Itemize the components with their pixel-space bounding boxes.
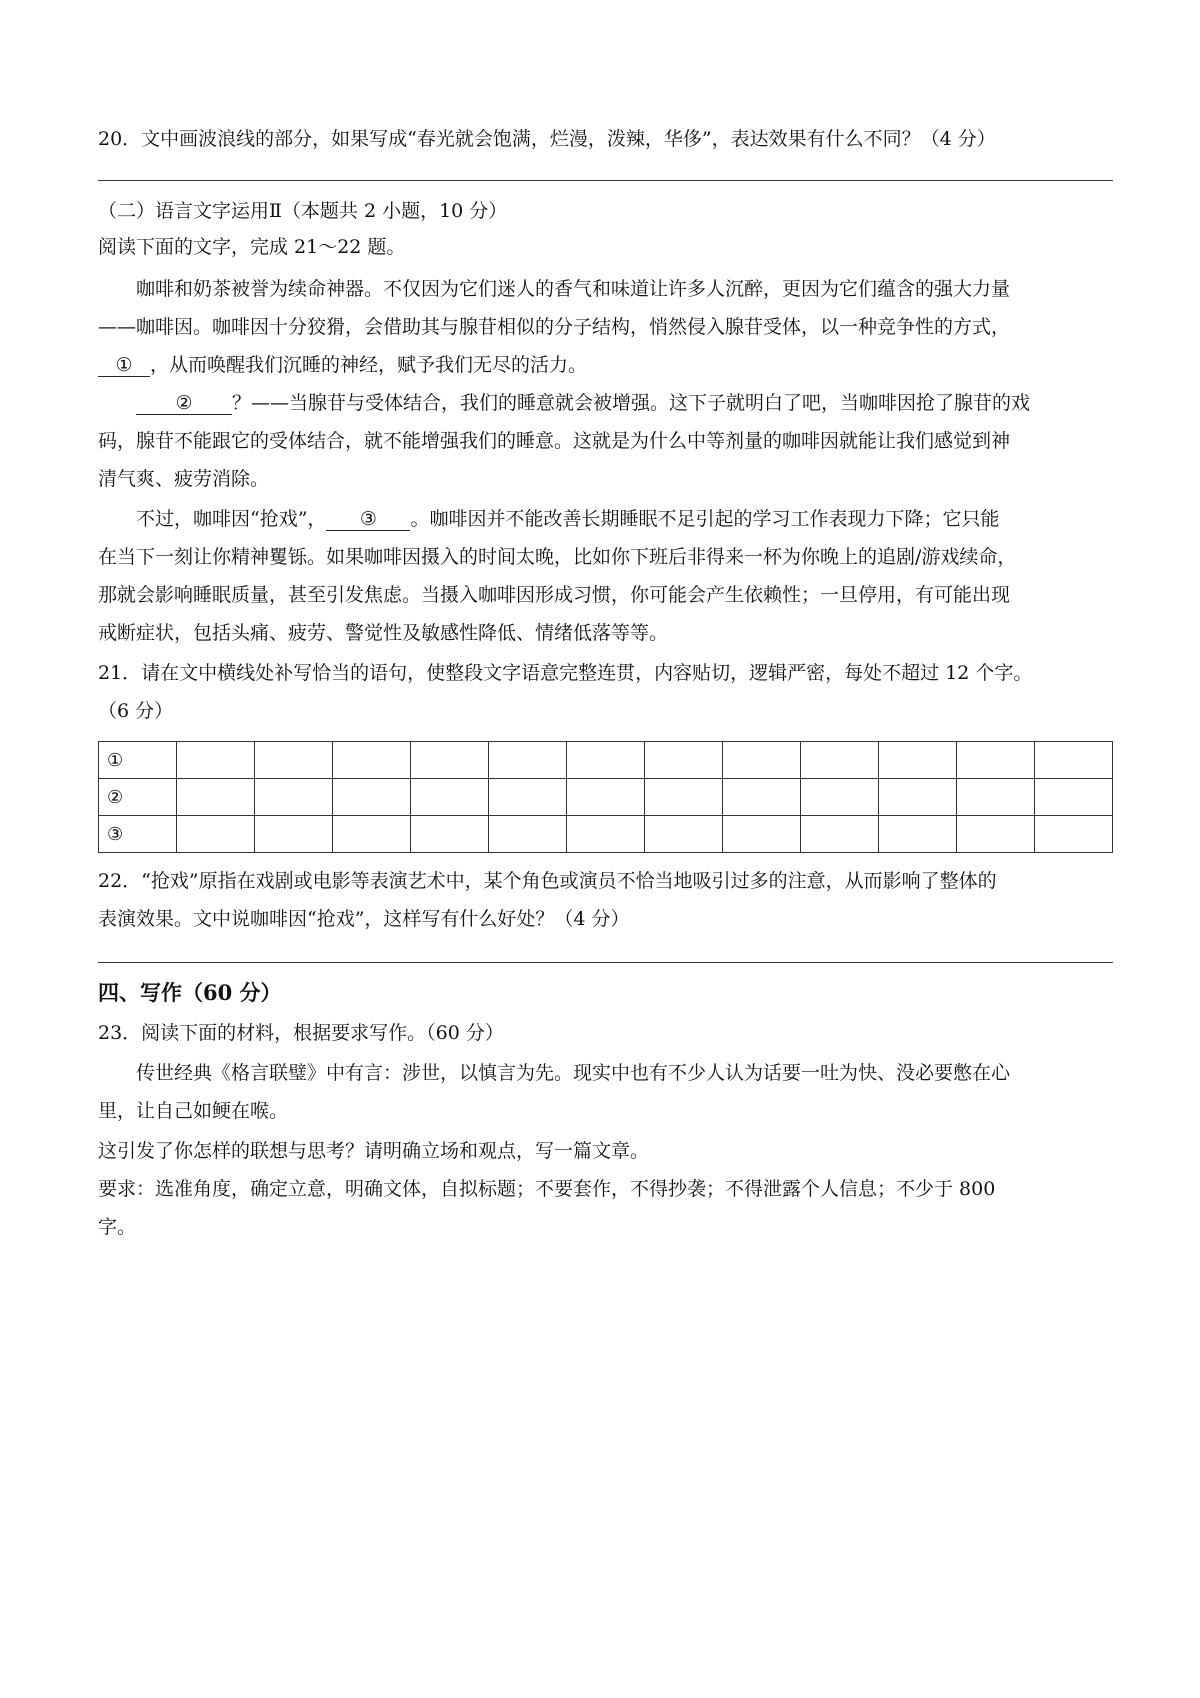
- material-line2: 里，让自己如鲠在喉。: [98, 1100, 289, 1122]
- question-21-points: （6 分）: [98, 700, 174, 722]
- requirements-line2: 字。: [98, 1216, 137, 1238]
- writing-prompt: 这引发了你怎样的联想与思考？请明确立场和观点，写一篇文章。: [98, 1140, 650, 1162]
- grid-cell[interactable]: [567, 742, 645, 779]
- passage-p2-line1-text: ？——当腺苷与受体结合，我们的睡意就会被增强。这下子就明白了吧，当咖啡因抢了腺苷的戏: [232, 392, 1031, 414]
- blank-1[interactable]: ①: [98, 354, 150, 377]
- blank-3[interactable]: ③: [326, 508, 410, 531]
- grid-cell[interactable]: [333, 816, 411, 853]
- answer-line-22[interactable]: [98, 962, 1113, 963]
- question-20: 20．文中画波浪线的部分，如果写成“春光就会饱满，烂漫，泼辣，华侈”，表达效果有什么不同？（4 分）: [98, 128, 996, 150]
- passage-p2-line1: [136, 390, 1030, 416]
- grid-cell[interactable]: [801, 779, 879, 816]
- grid-cell[interactable]: [801, 816, 879, 853]
- question-22-line2: 表演效果。文中说咖啡因“抢戏”，这样写有什么好处？（4 分）: [98, 908, 630, 930]
- grid-cell[interactable]: [411, 779, 489, 816]
- section-4-header: 四、写作（60 分）: [98, 980, 282, 1005]
- question-23: 23．阅读下面的材料，根据要求写作。（60 分）: [98, 1022, 504, 1044]
- passage-p1-line1: 咖啡和奶茶被誉为续命神器。不仅因为它们迷人的香气和味道让许多人沉醉，更因为它们蕴含的强大力量: [136, 278, 1011, 300]
- grid-row-label: ③: [99, 816, 177, 853]
- grid-cell[interactable]: [1035, 779, 1113, 816]
- grid-cell[interactable]: [255, 742, 333, 779]
- grid-row-2: [99, 779, 1113, 816]
- grid-cell[interactable]: [723, 816, 801, 853]
- passage-p3-line4: 戒断症状，包括头痛、疲劳、警觉性及敏感性降低、情绪低落等等。: [98, 622, 669, 644]
- grid-cell[interactable]: [801, 742, 879, 779]
- grid-cell[interactable]: [645, 742, 723, 779]
- blank-2[interactable]: ②: [136, 392, 232, 415]
- grid-cell[interactable]: [723, 742, 801, 779]
- passage-p1-line2: ——咖啡因。咖啡因十分狡猾，会借助其与腺苷相似的分子结构，悄然侵入腺苷受体，以一种竞争性的方式，: [98, 316, 1011, 338]
- passage-p3-line3: 那就会影响睡眠质量，甚至引发焦虑。当摄入咖啡因形成习惯，你可能会产生依赖性；一旦停用，有可能出现: [98, 584, 1011, 606]
- grid-cell[interactable]: [1035, 816, 1113, 853]
- grid-cell[interactable]: [333, 779, 411, 816]
- passage-p2-line3: 清气爽、疲劳消除。: [98, 468, 270, 490]
- passage-p1-line3: [98, 352, 587, 378]
- grid-cell[interactable]: [489, 742, 567, 779]
- section-2-instruction: 阅读下面的文字，完成 21～22 题。: [98, 236, 406, 258]
- grid-cell[interactable]: [333, 742, 411, 779]
- passage-p3-line2: 在当下一刻让你精神矍铄。如果咖啡因摄入的时间太晚，比如你下班后非得来一杯为你晚上的追剧/游戏续命，: [98, 546, 1017, 568]
- grid-row-1: [99, 742, 1113, 779]
- answer-grid-21: [98, 741, 1113, 853]
- grid-cell[interactable]: [723, 779, 801, 816]
- grid-cell[interactable]: [957, 816, 1035, 853]
- grid-cell[interactable]: [567, 779, 645, 816]
- grid-cell[interactable]: [957, 779, 1035, 816]
- grid-cell[interactable]: [177, 816, 255, 853]
- grid-row-label: ②: [99, 779, 177, 816]
- question-21: 21．请在文中横线处补写恰当的语句，使整段文字语意完整连贯，内容贴切，逻辑严密，每处不超过 12 个字。: [98, 662, 1033, 684]
- passage-p3-line1: [136, 506, 999, 532]
- grid-cell[interactable]: [645, 779, 723, 816]
- passage-p3-line1-text: 。咖啡因并不能改善长期睡眠不足引起的学习工作表现力下降；它只能: [410, 508, 1000, 530]
- grid-cell[interactable]: [489, 779, 567, 816]
- grid-cell[interactable]: [567, 816, 645, 853]
- grid-cell[interactable]: [489, 816, 567, 853]
- grid-cell[interactable]: [411, 816, 489, 853]
- answer-line-20[interactable]: [98, 180, 1113, 181]
- passage-p1-line3-text: ，从而唤醒我们沉睡的神经，赋予我们无尽的活力。: [150, 354, 588, 376]
- grid-cell[interactable]: [879, 816, 957, 853]
- material-line1: 传世经典《格言联璧》中有言：涉世，以慎言为先。现实中也有不少人认为话要一吐为快、没必要憋在心: [136, 1062, 1011, 1084]
- grid-cell[interactable]: [957, 742, 1035, 779]
- passage-p3-line1-pre: 不过，咖啡因“抢戏”，: [136, 508, 327, 530]
- section-2-header: （二）语言文字运用Ⅱ（本题共 2 小题，10 分）: [98, 200, 508, 222]
- grid-row-label: ①: [99, 742, 177, 779]
- grid-cell[interactable]: [177, 742, 255, 779]
- requirements-line1: 要求：选准角度，确定立意，明确文体，自拟标题；不要套作，不得抄袭；不得泄露个人信息；不少于 800: [98, 1178, 996, 1200]
- grid-cell[interactable]: [879, 742, 957, 779]
- grid-cell[interactable]: [879, 779, 957, 816]
- grid-cell[interactable]: [645, 816, 723, 853]
- grid-cell[interactable]: [411, 742, 489, 779]
- passage-p2-line2: 码，腺苷不能跟它的受体结合，就不能增强我们的睡意。这就是为什么中等剂量的咖啡因就能让我们感觉到神: [98, 430, 1011, 452]
- grid-row-3: [99, 816, 1113, 853]
- grid-cell[interactable]: [1035, 742, 1113, 779]
- grid-cell[interactable]: [255, 779, 333, 816]
- grid-cell[interactable]: [255, 816, 333, 853]
- grid-cell[interactable]: [177, 779, 255, 816]
- question-22-line1: 22．“抢戏”原指在戏剧或电影等表演艺术中，某个角色或演员不恰当地吸引过多的注意，从而影响了整体的: [98, 870, 997, 892]
